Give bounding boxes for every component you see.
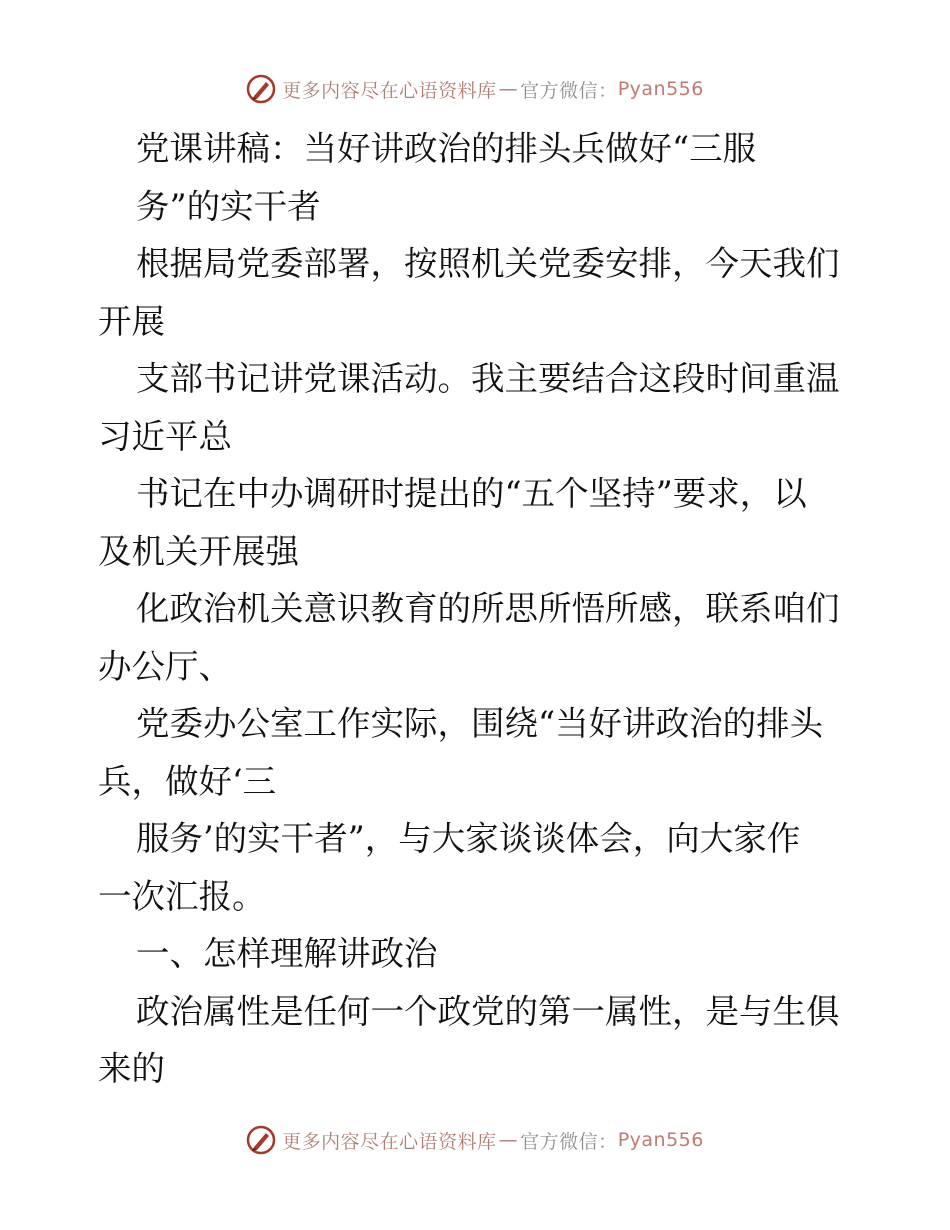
watermark-text: 更多内容尽在心语资料库 <box>282 1130 497 1153</box>
paragraph-line: 化政治机关意识教育的所思所悟所感，联系咱们 <box>136 589 840 628</box>
watermark-wechat-id: Pyan556 <box>617 78 704 100</box>
footer-watermark <box>0 1122 950 1158</box>
paragraph-line: 一次汇报。 <box>98 876 266 916</box>
watermark-separator: — <box>498 1129 519 1151</box>
pen-logo-icon <box>246 1125 276 1155</box>
watermark-text: 更多内容尽在心语资料库 <box>282 79 497 102</box>
paragraph-line: 及机关开展强 <box>98 531 299 571</box>
document-body <box>98 120 858 1098</box>
pen-logo-icon <box>246 74 276 104</box>
header-watermark <box>0 71 950 107</box>
paragraph-line: 来的 <box>98 1049 165 1088</box>
paragraph-line: 根据局党委部署，按照机关党委安排，今天我们 <box>136 244 840 283</box>
paragraph-line: 办公厅、 <box>98 646 232 686</box>
watermark-separator: — <box>498 78 519 100</box>
doc-title-line-2: 务”的实干者 <box>136 186 321 226</box>
paragraph-line: 党委办公室工作实际，围绕“当好讲政治的排头 <box>136 704 824 743</box>
paragraph-line: 政治属性是任何一个政党的第一属性，是与生俱 <box>136 991 840 1031</box>
watermark-wechat-label: 官方微信： <box>520 79 618 102</box>
paragraph-line: 支部书记讲党课活动。我主要结合这段时间重温 <box>136 359 840 398</box>
watermark-wechat-id: Pyan556 <box>617 1129 704 1151</box>
doc-title-line-1: 党课讲稿：当好讲政治的排头兵做好“三服 <box>136 129 757 168</box>
watermark-wechat-label: 官方微信： <box>520 1130 618 1153</box>
paragraph-line: 书记在中办调研时提出的“五个坚持”要求，以 <box>136 474 807 513</box>
paragraph-line: 兵，做好‘三 <box>98 761 277 801</box>
paragraph-line: 开展 <box>98 301 165 341</box>
paragraph-line: 习近平总 <box>98 416 232 456</box>
section-heading: 一、怎样理解讲政治 <box>136 934 438 973</box>
paragraph-line: 服务’的实干者”，与大家谈谈体会，向大家作 <box>136 819 801 858</box>
